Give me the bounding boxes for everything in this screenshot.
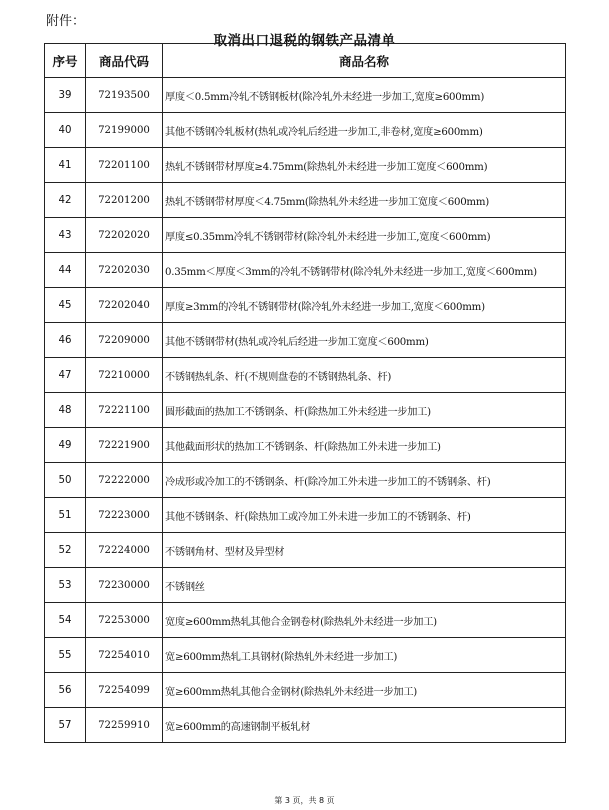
- product-name: 厚度≥3mm的冷轧不锈钢带材(除冷轧外未经进一步加工,宽度＜600mm): [163, 288, 566, 323]
- row-number: 54: [45, 603, 86, 638]
- table-row: [45, 393, 566, 428]
- row-number: 56: [45, 673, 86, 708]
- product-code: 72224000: [86, 533, 163, 568]
- product-name: 厚度≤0.35mm冷轧不锈钢带材(除冷轧外未经进一步加工,宽度＜600mm): [163, 218, 566, 253]
- product-code: 72202030: [86, 253, 163, 288]
- product-code: 72221100: [86, 393, 163, 428]
- product-table: [44, 43, 566, 743]
- table-row: [45, 603, 566, 638]
- table-header-row: [45, 44, 566, 78]
- page-footer: 第 3 页，共 8 页: [274, 796, 335, 805]
- table-row: [45, 498, 566, 533]
- product-code: 72202040: [86, 288, 163, 323]
- product-name: 宽≥600mm热轧工具钢材(除热轧外未经进一步加工): [163, 638, 566, 673]
- row-number: 43: [45, 218, 86, 253]
- product-name: 不锈钢热轧条、杆(不规则盘卷的不锈钢热轧条、杆): [163, 358, 566, 393]
- product-code: 72209000: [86, 323, 163, 358]
- row-number: 42: [45, 183, 86, 218]
- product-code: 72201100: [86, 148, 163, 183]
- table-body: [45, 78, 566, 743]
- table-row: [45, 253, 566, 288]
- product-name: 热轧不锈钢带材厚度＜4.75mm(除热轧外未经进一步加工宽度＜600mm): [163, 183, 566, 218]
- table-row: [45, 358, 566, 393]
- row-number: 48: [45, 393, 86, 428]
- table-row: [45, 288, 566, 323]
- table-row: [45, 533, 566, 568]
- row-number: 57: [45, 708, 86, 743]
- product-name: 冷成形或冷加工的不锈钢条、杆(除冷加工外未进一步加工的不锈钢条、杆): [163, 463, 566, 498]
- product-name: 圆形截面的热加工不锈钢条、杆(除热加工外未经进一步加工): [163, 393, 566, 428]
- table-row: [45, 218, 566, 253]
- row-number: 46: [45, 323, 86, 358]
- column-header-name: 商品名称: [163, 44, 566, 78]
- product-name: 其他不锈钢条、杆(除热加工或冷加工外未进一步加工的不锈钢条、杆): [163, 498, 566, 533]
- product-code: 72210000: [86, 358, 163, 393]
- product-name: 热轧不锈钢带材厚度≥4.75mm(除热轧外未经进一步加工宽度＜600mm): [163, 148, 566, 183]
- product-code: 72201200: [86, 183, 163, 218]
- product-code: 72223000: [86, 498, 163, 533]
- product-name: 宽≥600mm热轧其他合金钢材(除热轧外未经进一步加工): [163, 673, 566, 708]
- table-row: [45, 148, 566, 183]
- product-code: 72221900: [86, 428, 163, 463]
- product-name: 厚度＜0.5mm冷轧不锈钢板材(除冷轧外未经进一步加工,宽度≥600mm): [163, 78, 566, 113]
- table-row: [45, 568, 566, 603]
- table-row: [45, 428, 566, 463]
- row-number: 47: [45, 358, 86, 393]
- product-name: 其他不锈钢带材(热轧或冷轧后经进一步加工宽度＜600mm): [163, 323, 566, 358]
- product-code: 72253000: [86, 603, 163, 638]
- product-code: 72193500: [86, 78, 163, 113]
- row-number: 49: [45, 428, 86, 463]
- table-row: [45, 78, 566, 113]
- product-code: 72259910: [86, 708, 163, 743]
- column-header-code: 商品代码: [86, 44, 163, 78]
- row-number: 39: [45, 78, 86, 113]
- row-number: 44: [45, 253, 86, 288]
- column-header-number: 序号: [45, 44, 86, 78]
- row-number: 41: [45, 148, 86, 183]
- row-number: 40: [45, 113, 86, 148]
- row-number: 51: [45, 498, 86, 533]
- document-title: 取消出口退税的钢铁产品清单: [213, 33, 396, 49]
- product-code: 72254099: [86, 673, 163, 708]
- product-code: 72222000: [86, 463, 163, 498]
- product-name: 其他截面形状的热加工不锈钢条、杆(除热加工外未进一步加工): [163, 428, 566, 463]
- table-row: [45, 673, 566, 708]
- table-row: [45, 708, 566, 743]
- product-code: 72202020: [86, 218, 163, 253]
- table-row: [45, 113, 566, 148]
- attachment-label: 附件：: [46, 14, 86, 29]
- row-number: 53: [45, 568, 86, 603]
- row-number: 45: [45, 288, 86, 323]
- product-code: 72199000: [86, 113, 163, 148]
- row-number: 55: [45, 638, 86, 673]
- product-code: 72254010: [86, 638, 163, 673]
- table-row: [45, 463, 566, 498]
- product-name: 不锈钢丝: [163, 568, 566, 603]
- product-name: 0.35mm＜厚度＜3mm的冷轧不锈钢带材(除冷轧外未经进一步加工,宽度＜600mm): [163, 253, 566, 288]
- row-number: 52: [45, 533, 86, 568]
- product-name: 宽≥600mm的高速钢制平板轧材: [163, 708, 566, 743]
- table-row: [45, 323, 566, 358]
- product-name: 不锈钢角材、型材及异型材: [163, 533, 566, 568]
- table-row: [45, 183, 566, 218]
- row-number: 50: [45, 463, 86, 498]
- product-name: 其他不锈钢冷轧板材(热轧或冷轧后经进一步加工,非卷材,宽度≥600mm): [163, 113, 566, 148]
- product-name: 宽度≥600mm热轧其他合金钢卷材(除热轧外未经进一步加工): [163, 603, 566, 638]
- table-row: [45, 638, 566, 673]
- product-code: 72230000: [86, 568, 163, 603]
